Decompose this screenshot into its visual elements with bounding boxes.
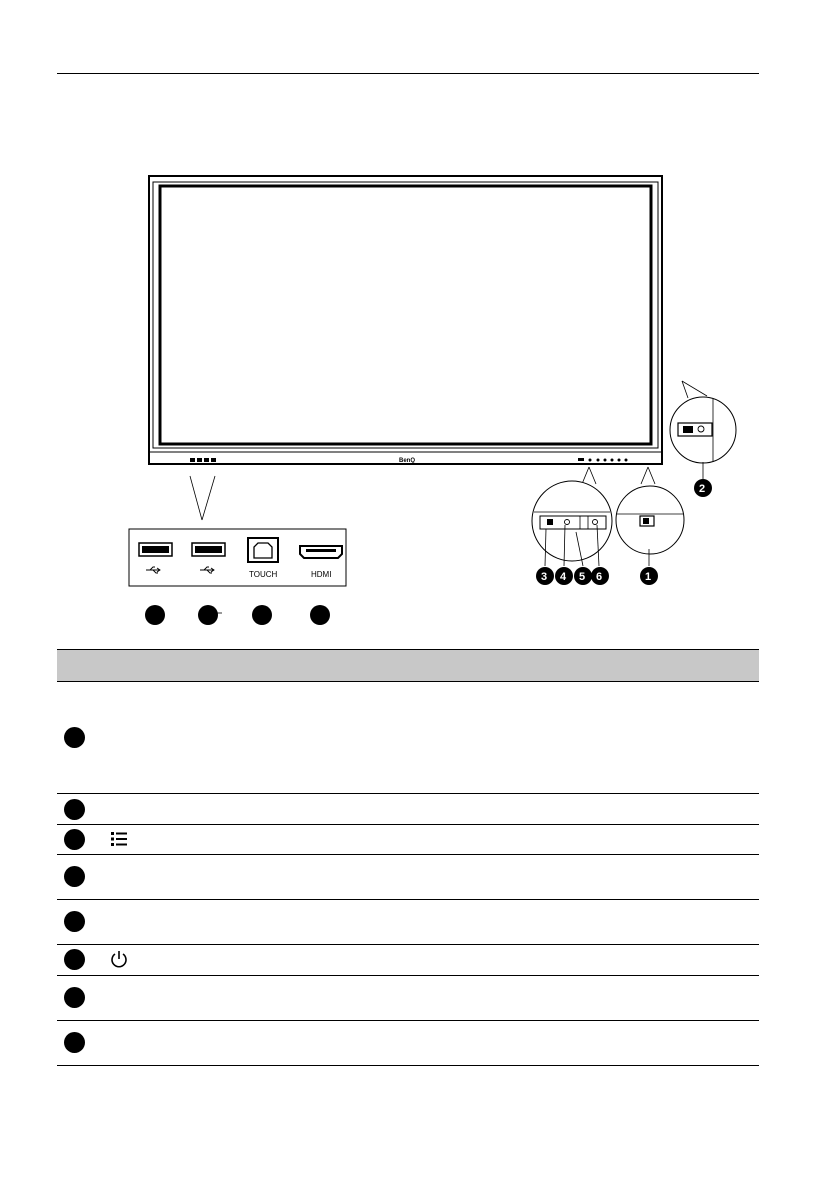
- button-magnifier: [532, 467, 612, 566]
- ac-inlet-magnifier: [670, 381, 736, 479]
- table-row: [57, 900, 759, 945]
- hdmi-label: HDMI: [311, 570, 332, 579]
- table-header: [57, 649, 759, 682]
- svg-text:6: 6: [596, 571, 603, 583]
- port-marker-1: [145, 605, 165, 625]
- svg-text:1: 1: [645, 571, 652, 583]
- callout-2: [694, 479, 712, 497]
- port-marker-4: [310, 605, 330, 625]
- table-row: [57, 825, 759, 855]
- callout-6: [591, 567, 609, 585]
- callout-3: [536, 567, 554, 585]
- row-bullet: [64, 987, 85, 1008]
- table-row: [57, 794, 759, 825]
- brand-logo: BenQ: [399, 458, 416, 464]
- port-marker-3: [252, 605, 272, 625]
- callout-5: [574, 567, 592, 585]
- port-panel-detail: [129, 529, 346, 586]
- svg-text:4: 4: [560, 571, 567, 583]
- row-bullet: [64, 949, 85, 970]
- touch-label: TOUCH: [249, 570, 278, 579]
- front-button-indicators: [578, 458, 628, 462]
- power-icon: [109, 949, 129, 969]
- front-port-indicators: [190, 458, 216, 462]
- callout-4: [555, 567, 573, 585]
- port-marker-2: [198, 605, 218, 625]
- svg-text:3: 3: [541, 571, 548, 583]
- table-row: [57, 681, 759, 794]
- menu-list-icon: [109, 831, 129, 847]
- svg-text:2: 2: [699, 483, 706, 495]
- table-row: [57, 976, 759, 1021]
- svg-text:5: 5: [579, 571, 586, 583]
- table-row: [57, 855, 759, 900]
- table-row: [57, 945, 759, 976]
- row-bullet: [64, 829, 85, 850]
- display-panel: [149, 176, 662, 464]
- table-row: [57, 1021, 759, 1066]
- row-bullet: [64, 727, 85, 748]
- row-bullet: [64, 866, 85, 887]
- row-bullet: [64, 1032, 85, 1053]
- row-bullet: [64, 799, 85, 820]
- power-switch-magnifier: [616, 467, 684, 566]
- row-bullet: [64, 911, 85, 932]
- callout-1: [640, 567, 658, 585]
